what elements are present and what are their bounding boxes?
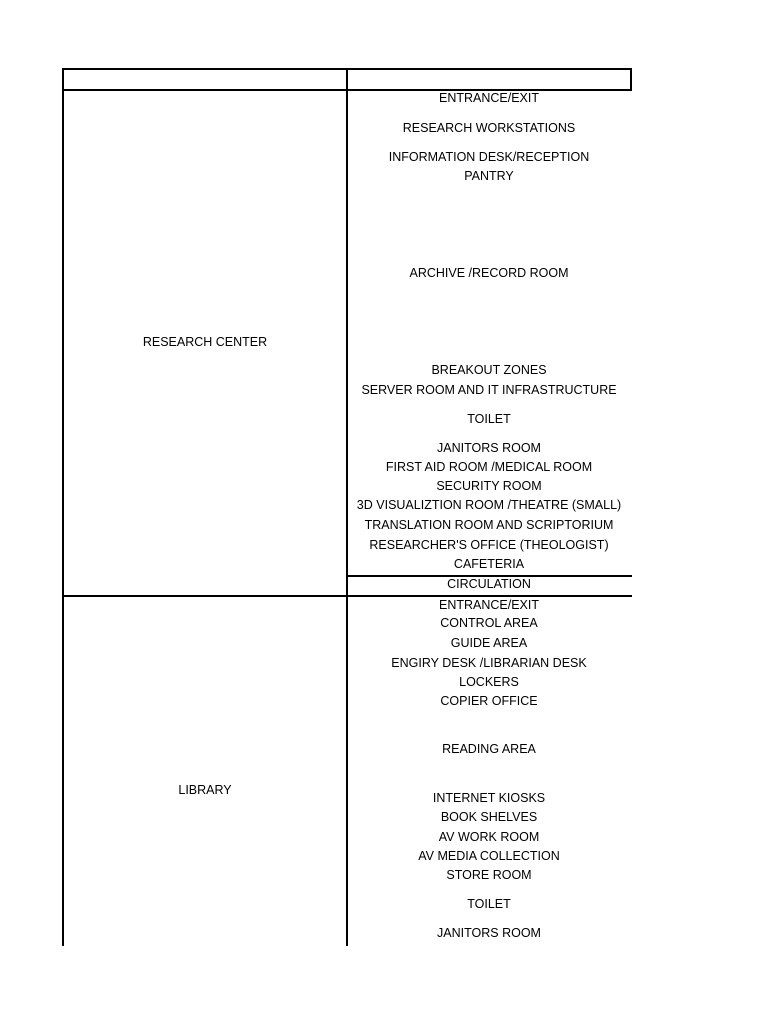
table-left-border	[62, 68, 64, 946]
table-row: AV WORK ROOM	[438, 830, 540, 844]
table-row: BREAKOUT ZONES	[431, 363, 547, 377]
table-row: ENTRANCE/EXIT	[438, 598, 540, 612]
table-row: STORE ROOM	[446, 868, 532, 882]
table-row: LOCKERS	[459, 675, 519, 689]
table-row: TRANSLATION ROOM AND SCRIPTORIUM	[364, 518, 614, 532]
table-row: RESEARCH WORKSTATIONS	[402, 121, 576, 135]
table-row: JANITORS ROOM	[437, 926, 541, 940]
table-row: AV MEDIA COLLECTION	[418, 849, 560, 863]
table-row: TOILET	[467, 897, 511, 911]
table-row: ENTRANCE/EXIT	[438, 91, 540, 105]
table-row: 3D VISUALIZTION ROOM /THEATRE (SMALL)	[356, 498, 622, 512]
group-name-library: LIBRARY	[178, 783, 232, 797]
table-row: ARCHIVE /RECORD ROOM	[409, 266, 569, 280]
group-name-research-center: RESEARCH CENTER	[142, 335, 268, 349]
table-row: CAFETERIA	[453, 557, 525, 571]
table-row: SERVER ROOM AND IT INFRASTRUCTURE	[361, 383, 617, 397]
table-row: RESEARCHER'S OFFICE (THEOLOGIST)	[369, 538, 609, 552]
table-row: INTERNET KIOSKS	[432, 791, 546, 805]
table-row: ENGIRY DESK /LIBRARIAN DESK	[391, 656, 587, 670]
table-row: JANITORS ROOM	[437, 441, 541, 455]
table-row: FIRST AID ROOM /MEDICAL ROOM	[385, 460, 593, 474]
table-row: CONTROL AREA	[440, 616, 538, 630]
table-row: TOILET	[467, 412, 511, 426]
table-row: INFORMATION DESK/RECEPTION	[388, 150, 590, 164]
table-row: SECURITY ROOM	[436, 479, 542, 493]
table-row: COPIER OFFICE	[440, 694, 538, 708]
column-divider	[346, 68, 348, 946]
table-row: GUIDE AREA	[450, 636, 528, 650]
table-row: PANTRY	[464, 169, 514, 183]
group-divider	[62, 595, 632, 597]
table-row: CIRCULATION	[447, 577, 531, 591]
header-right-border	[630, 68, 632, 91]
table-row: READING AREA	[442, 742, 536, 756]
table-row: BOOK SHELVES	[440, 810, 538, 824]
